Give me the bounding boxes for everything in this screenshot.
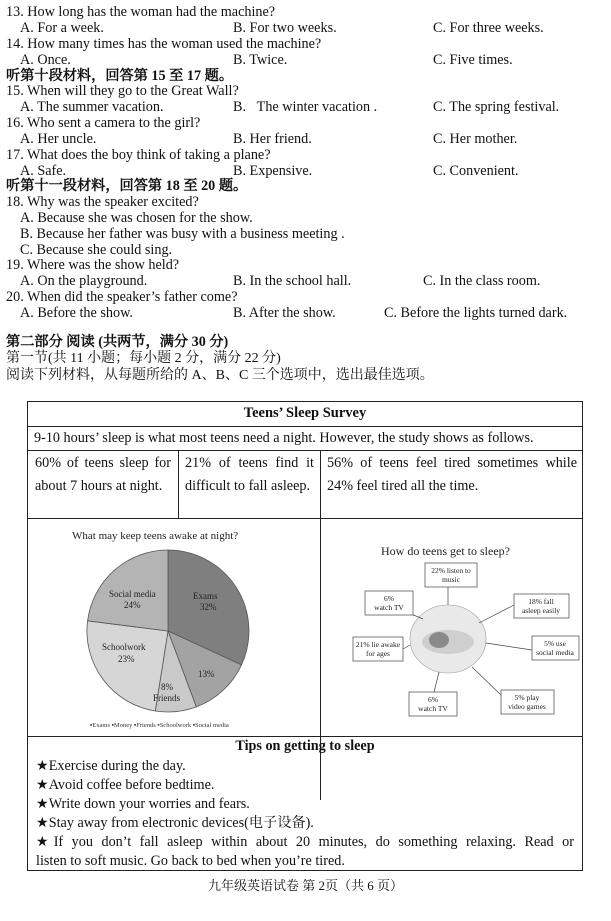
tip-relax-line-1: ★If you don’t fall asleep within about 20 minutes, do something relaxing. Read or [36, 834, 574, 850]
sleep-survey-box [27, 401, 583, 871]
sleeping-face-icon [429, 632, 449, 648]
tip-electronic-devices: ★Stay away from electronic devices(电子设备). [36, 815, 314, 831]
q20-option-a: A. Before the show. [20, 305, 133, 321]
diagram-box-games-2: video games [508, 702, 546, 711]
q19-option-b: B. In the school hall. [233, 273, 352, 289]
q13-option-a: A. For a week. [20, 20, 104, 36]
part-2-heading: 第二部分 阅读 (共两节，满分 30 分) [6, 334, 229, 350]
q17-option-a: A. Safe. [20, 163, 67, 179]
q17-option-b: B. Expensive. [233, 163, 313, 179]
q16-option-c: C. Her mother. [433, 131, 518, 147]
diagram-box-tv-top-1: 6% [384, 594, 394, 603]
section-listen-10: 听第十段材料，回答第 15 至 17 题。 [6, 68, 234, 84]
tip-relax-line-2: listen to soft music. Go back to bed when you’re tired. [36, 853, 345, 869]
q16-option-a: A. Her uncle. [20, 131, 97, 147]
pie-label-social-media-pct: 24% [124, 600, 141, 610]
survey-intro: 9-10 hours’ sleep is what most teens need a night. However, the study shows as follows. [34, 430, 534, 446]
tip-exercise: ★Exercise during the day. [36, 758, 186, 774]
pie-label-schoolwork: Schoolwork [102, 642, 146, 652]
diagram-box-social-1: 5% use [544, 639, 566, 648]
diagram-box-fall-1: 18% fall [528, 597, 554, 606]
q15-option-b: B. The winter vacation . [233, 99, 378, 115]
diagram-box-music-2: music [442, 575, 460, 584]
tips-title: Tips on getting to sleep [235, 738, 375, 754]
pie-label-exams-pct: 32% [200, 602, 217, 612]
diagram-box-music-1: 22% listen to [431, 566, 471, 575]
q17-option-c: C. Convenient. [433, 163, 519, 179]
q14-option-b: B. Twice. [233, 52, 288, 68]
diagram-box-tv-bottom-2: watch TV [418, 704, 448, 713]
diagram-title: How do teens get to sleep? [381, 544, 510, 558]
section-1-heading: 第一节(共 11 小题；每小题 2 分，满分 22 分) [6, 351, 281, 366]
pie-legend: ▪Exams ▪Money ▪Friends ▪Schoolwork ▪Social media [90, 722, 229, 729]
pie-title: What may keep teens awake at night? [72, 530, 239, 542]
question-16: 16. Who sent a camera to the girl? [6, 115, 201, 131]
question-13: 13. How long has the woman had the machine? [6, 4, 276, 20]
survey-title: Teens’ Sleep Survey [243, 405, 367, 421]
pie-label-schoolwork-pct: 23% [118, 654, 135, 664]
page-footer: 九年级英语试卷 第 2页（共 6 页） [207, 878, 403, 893]
pie-label-friends: Friends [153, 693, 180, 703]
q14-option-c: C. Five times. [433, 52, 513, 68]
q19-option-c: C. In the class room. [423, 273, 541, 289]
diagram-box-tv-top-2: watch TV [374, 603, 404, 612]
q18-option-b: B. Because her father was busy with a business meeting . [20, 226, 345, 242]
diagram-box-games-1: 5% play [514, 693, 540, 702]
diagram-box-fall-2: asleep easily [521, 606, 561, 615]
q15-option-c: C. The spring festival. [433, 99, 560, 115]
q19-option-a: A. On the playground. [20, 273, 148, 289]
question-20: 20. When did the speaker’s father come? [6, 289, 238, 305]
q14-option-a: A. Once. [20, 52, 71, 68]
q18-option-a: A. Because she was chosen for the show. [20, 210, 253, 226]
question-19: 19. Where was the show held? [6, 257, 180, 273]
q13-option-c: C. For three weeks. [433, 20, 544, 36]
question-15: 15. When will they go to the Great Wall? [6, 83, 239, 99]
diagram-box-awake-2: for ages [366, 649, 390, 658]
stat-sleep-hours: 60% of teens sleep for about 7 hours at night. [35, 455, 171, 494]
q13-option-b: B. For two weeks. [233, 20, 337, 36]
pie-label-money-pct: 13% [198, 669, 215, 679]
pie-label-social-media: Social media [109, 589, 156, 599]
diagram-box-awake-1: 21% lie awake [355, 640, 401, 649]
tip-avoid-coffee: ★Avoid coffee before bedtime. [36, 777, 215, 793]
q15-option-a: A. The summer vacation. [20, 99, 164, 115]
pie-chart [28, 519, 319, 739]
sleep-methods-diagram [321, 519, 583, 739]
stat-feel-tired: 56% of teens feel tired sometimes while 24% feel tired all the time. [327, 455, 577, 494]
question-18: 18. Why was the speaker excited? [6, 194, 199, 210]
diagram-box-tv-bottom-1: 6% [428, 695, 438, 704]
question-17: 17. What does the boy think of taking a plane? [6, 147, 271, 163]
diagram-box-social-2: social media [536, 648, 574, 657]
question-14: 14. How many times has the woman used the machine? [6, 36, 322, 52]
tip-write-worries: ★Write down your worries and fears. [36, 796, 250, 812]
q18-option-c: C. Because she could sing. [20, 242, 173, 258]
q20-option-b: B. After the show. [233, 305, 336, 321]
reading-instruction: 阅读下列材料，从每题所给的 A、B、C 三个选项中，选出最佳选项。 [6, 368, 434, 383]
q16-option-b: B. Her friend. [233, 131, 312, 147]
stat-fall-asleep: 21% of teens find it difficult to fall asleep. [185, 455, 314, 494]
pie-label-friends-pct: 8% [161, 682, 173, 692]
pie-label-exams: Exams [193, 591, 218, 601]
section-listen-11: 听第十一段材料，回答第 18 至 20 题。 [6, 178, 248, 194]
q20-option-c: C. Before the lights turned dark. [384, 305, 568, 321]
